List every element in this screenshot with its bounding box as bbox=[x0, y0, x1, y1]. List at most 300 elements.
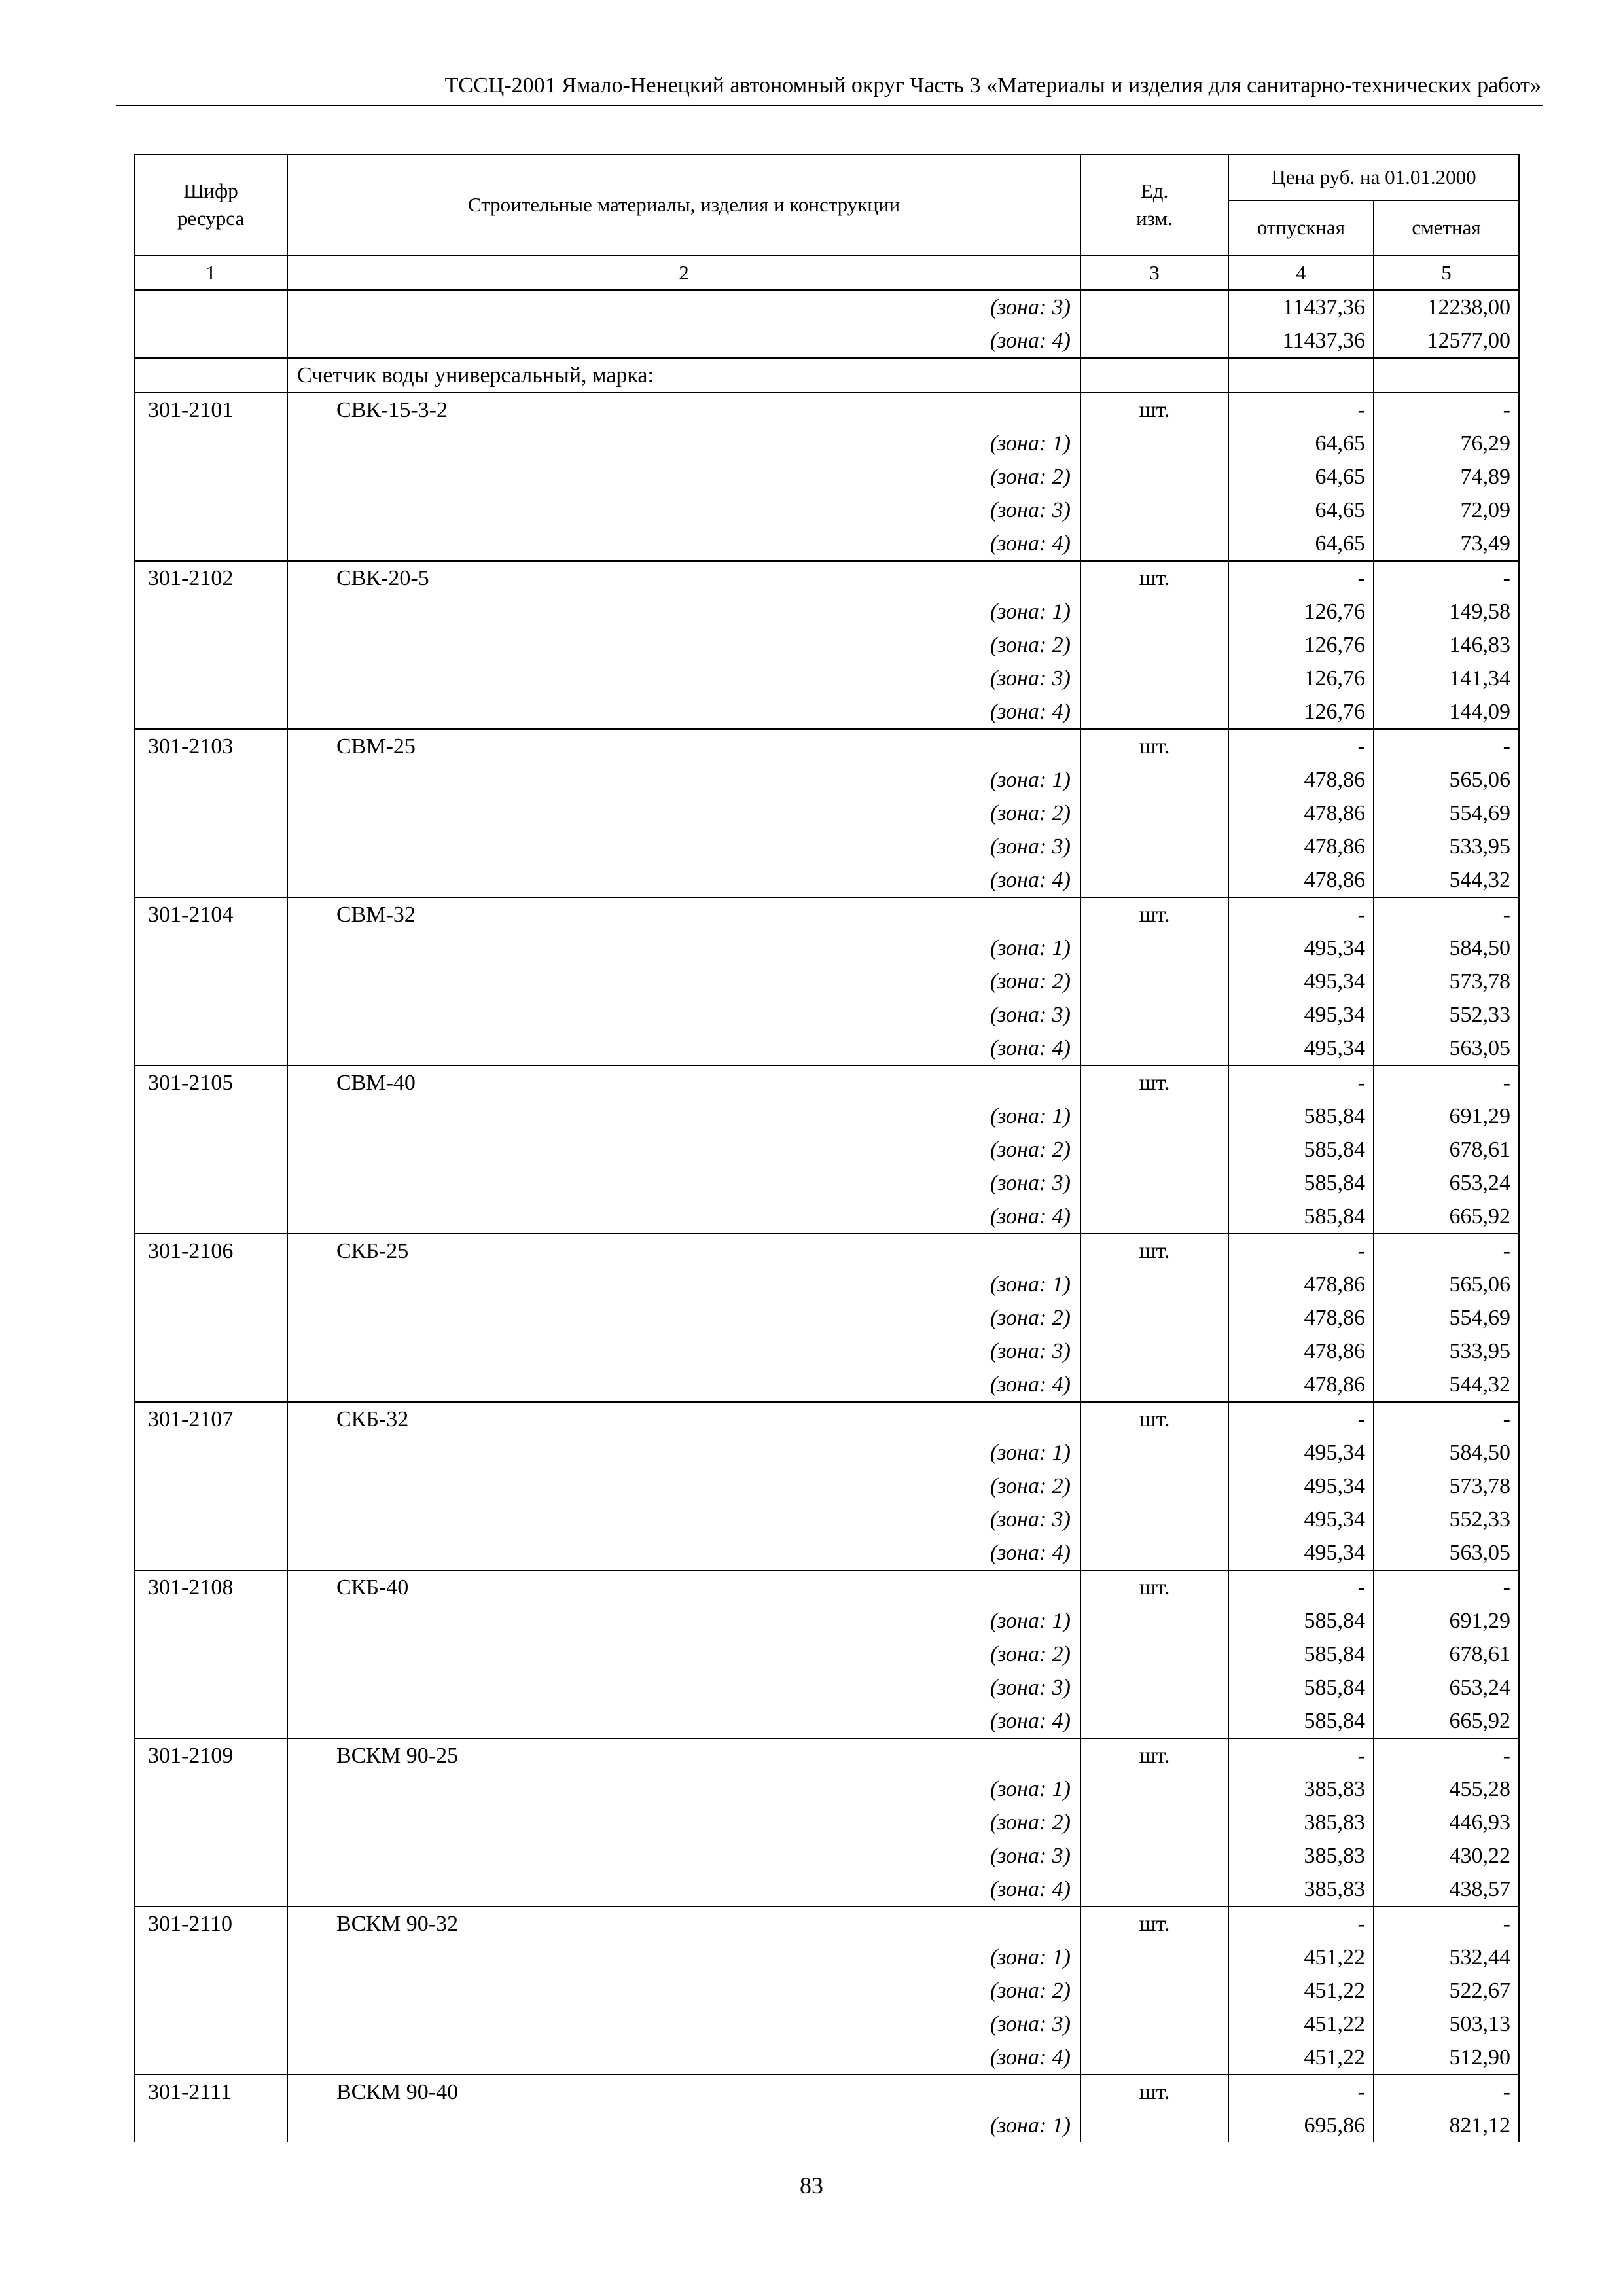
code-cell bbox=[134, 1873, 287, 1907]
table-row bbox=[134, 729, 1519, 763]
unit-cell: шт. bbox=[1080, 897, 1228, 931]
zone-label: (зона: 2) bbox=[287, 628, 1080, 662]
unit-cell bbox=[1080, 1268, 1228, 1301]
unit-cell bbox=[1080, 628, 1228, 662]
resource-code: 301-2109 bbox=[134, 1738, 287, 1772]
table-row bbox=[134, 1503, 1519, 1536]
estimate-price: 72,09 bbox=[1374, 493, 1519, 527]
release-price: 495,34 bbox=[1228, 1469, 1374, 1503]
table-row bbox=[134, 931, 1519, 965]
release-price: 585,84 bbox=[1228, 1704, 1374, 1738]
unit-cell bbox=[1080, 1671, 1228, 1704]
unit-cell bbox=[1080, 695, 1228, 729]
unit-cell bbox=[1080, 830, 1228, 863]
code-cell bbox=[134, 1604, 287, 1638]
estimate-price: 76,29 bbox=[1374, 427, 1519, 460]
estimate-price: 563,05 bbox=[1374, 1031, 1519, 1066]
unit-cell bbox=[1080, 1873, 1228, 1907]
table-row bbox=[134, 1570, 1519, 1604]
release-price: 451,22 bbox=[1228, 2041, 1374, 2075]
code-cell bbox=[134, 1671, 287, 1704]
release-price: 478,86 bbox=[1228, 1335, 1374, 1368]
code-cell bbox=[134, 1772, 287, 1806]
unit-cell bbox=[1080, 1100, 1228, 1133]
unit-cell bbox=[1080, 1335, 1228, 1368]
zone-label: (зона: 3) bbox=[287, 1503, 1080, 1536]
unit-cell bbox=[1080, 1436, 1228, 1469]
unit-cell bbox=[1080, 1806, 1228, 1839]
release-price: 495,34 bbox=[1228, 1503, 1374, 1536]
release-price: 585,84 bbox=[1228, 1604, 1374, 1638]
unit-cell bbox=[1080, 358, 1228, 393]
estimate-price: 678,61 bbox=[1374, 1638, 1519, 1671]
zone-label: (зона: 1) bbox=[287, 2109, 1080, 2142]
code-cell bbox=[134, 763, 287, 797]
code-cell bbox=[134, 1503, 287, 1536]
unit-cell bbox=[1080, 493, 1228, 527]
resource-code: 301-2104 bbox=[134, 897, 287, 931]
table-row bbox=[134, 1974, 1519, 2007]
table-row bbox=[134, 1469, 1519, 1503]
release-price: - bbox=[1228, 561, 1374, 595]
zone-label: (зона: 4) bbox=[287, 1200, 1080, 1234]
price-table bbox=[134, 154, 1520, 2142]
estimate-price: 446,93 bbox=[1374, 1806, 1519, 1839]
table-row bbox=[134, 628, 1519, 662]
code-cell bbox=[134, 965, 287, 998]
zone-label: (зона: 3) bbox=[287, 2007, 1080, 2041]
unit-cell bbox=[1080, 527, 1228, 561]
release-price: 385,83 bbox=[1228, 1839, 1374, 1873]
estimate-price: 12577,00 bbox=[1374, 324, 1519, 358]
col-header-code: Шифр ресурса bbox=[134, 154, 287, 255]
col-header-price: Цена руб. на 01.01.2000 bbox=[1228, 154, 1519, 200]
unit-cell bbox=[1080, 863, 1228, 897]
table-row bbox=[134, 1100, 1519, 1133]
zone-label: (зона: 2) bbox=[287, 1638, 1080, 1671]
table-row bbox=[134, 290, 1519, 324]
col-header-release: отпускная bbox=[1228, 200, 1374, 255]
zone-label: (зона: 4) bbox=[287, 1704, 1080, 1738]
estimate-price: - bbox=[1374, 897, 1519, 931]
zone-label: (зона: 2) bbox=[287, 1974, 1080, 2007]
release-price: 451,22 bbox=[1228, 1974, 1374, 2007]
zone-label: (зона: 1) bbox=[287, 1604, 1080, 1638]
table-row bbox=[134, 427, 1519, 460]
table-row bbox=[134, 830, 1519, 863]
code-cell bbox=[134, 1268, 287, 1301]
unit-cell bbox=[1080, 662, 1228, 695]
code-cell bbox=[134, 2007, 287, 2041]
code-cell bbox=[134, 1166, 287, 1200]
estimate-price: 563,05 bbox=[1374, 1536, 1519, 1570]
item-name: ВСКМ 90-40 bbox=[287, 2075, 1080, 2109]
code-cell bbox=[134, 1100, 287, 1133]
col-number: 1 bbox=[134, 255, 287, 290]
unit-cell: шт. bbox=[1080, 1570, 1228, 1604]
estimate-price: - bbox=[1374, 1066, 1519, 1100]
estimate-price: 12238,00 bbox=[1374, 290, 1519, 324]
code-cell bbox=[134, 358, 287, 393]
release-price: 585,84 bbox=[1228, 1200, 1374, 1234]
code-cell bbox=[134, 1031, 287, 1066]
table-row bbox=[134, 1268, 1519, 1301]
release-price: 385,83 bbox=[1228, 1772, 1374, 1806]
zone-label: (зона: 2) bbox=[287, 797, 1080, 830]
table-row bbox=[134, 662, 1519, 695]
release-price: 64,65 bbox=[1228, 460, 1374, 493]
code-cell bbox=[134, 830, 287, 863]
unit-cell bbox=[1080, 998, 1228, 1031]
zone-label: (зона: 2) bbox=[287, 1301, 1080, 1335]
unit-cell bbox=[1080, 595, 1228, 628]
code-cell bbox=[134, 662, 287, 695]
table-row bbox=[134, 1436, 1519, 1469]
unit-cell bbox=[1080, 797, 1228, 830]
table-row bbox=[134, 393, 1519, 427]
release-price: 495,34 bbox=[1228, 998, 1374, 1031]
release-price: 126,76 bbox=[1228, 695, 1374, 729]
estimate-price: 533,95 bbox=[1374, 1335, 1519, 1368]
table-row bbox=[134, 1738, 1519, 1772]
unit-cell bbox=[1080, 1166, 1228, 1200]
table-row bbox=[134, 1772, 1519, 1806]
zone-label: (зона: 4) bbox=[287, 1536, 1080, 1570]
table-row bbox=[134, 998, 1519, 1031]
estimate-price: - bbox=[1374, 1402, 1519, 1436]
unit-cell bbox=[1080, 1200, 1228, 1234]
table-row bbox=[134, 1907, 1519, 1941]
table-row bbox=[134, 324, 1519, 358]
zone-label: (зона: 2) bbox=[287, 1469, 1080, 1503]
unit-cell bbox=[1080, 1133, 1228, 1166]
estimate-price: - bbox=[1374, 1570, 1519, 1604]
code-cell bbox=[134, 527, 287, 561]
estimate-price: 438,57 bbox=[1374, 1873, 1519, 1907]
release-price: - bbox=[1228, 1570, 1374, 1604]
document-header-title: ТССЦ-2001 Ямало-Ненецкий автономный округ Часть 3 «Материалы и изделия для санитарно-технических работ» bbox=[444, 73, 1541, 98]
release-price: 64,65 bbox=[1228, 493, 1374, 527]
code-cell bbox=[134, 1368, 287, 1402]
release-price: - bbox=[1228, 1738, 1374, 1772]
col-header-name: Строительные материалы, изделия и конструкции bbox=[287, 154, 1080, 255]
release-price: 478,86 bbox=[1228, 863, 1374, 897]
code-cell bbox=[134, 695, 287, 729]
table-row bbox=[134, 1066, 1519, 1100]
item-name: СВМ-40 bbox=[287, 1066, 1080, 1100]
table-row bbox=[134, 493, 1519, 527]
table-row bbox=[134, 1704, 1519, 1738]
group-title: Счетчик воды универсальный, марка: bbox=[287, 358, 1080, 393]
zone-label: (зона: 3) bbox=[287, 1839, 1080, 1873]
zone-label: (зона: 1) bbox=[287, 595, 1080, 628]
code-cell bbox=[134, 1301, 287, 1335]
unit-cell bbox=[1080, 1469, 1228, 1503]
estimate-price: 149,58 bbox=[1374, 595, 1519, 628]
estimate-price: 74,89 bbox=[1374, 460, 1519, 493]
unit-cell: шт. bbox=[1080, 1066, 1228, 1100]
release-price: 451,22 bbox=[1228, 2007, 1374, 2041]
release-price: 385,83 bbox=[1228, 1873, 1374, 1907]
code-cell bbox=[134, 1436, 287, 1469]
table-row bbox=[134, 1604, 1519, 1638]
release-price: - bbox=[1228, 1234, 1374, 1268]
page-number: 83 bbox=[800, 2172, 823, 2198]
release-price: - bbox=[1228, 1066, 1374, 1100]
code-cell bbox=[134, 324, 287, 358]
table-row bbox=[134, 863, 1519, 897]
code-cell bbox=[134, 931, 287, 965]
estimate-price: 141,34 bbox=[1374, 662, 1519, 695]
unit-cell: шт. bbox=[1080, 2075, 1228, 2109]
resource-code: 301-2106 bbox=[134, 1234, 287, 1268]
estimate-price: - bbox=[1374, 2075, 1519, 2109]
unit-cell bbox=[1080, 931, 1228, 965]
estimate-price: 584,50 bbox=[1374, 931, 1519, 965]
estimate-price: - bbox=[1374, 1234, 1519, 1268]
release-price: 695,86 bbox=[1228, 2109, 1374, 2142]
resource-code: 301-2110 bbox=[134, 1907, 287, 1941]
zone-label: (зона: 2) bbox=[287, 1806, 1080, 1839]
unit-cell: шт. bbox=[1080, 393, 1228, 427]
zone-label: (зона: 4) bbox=[287, 1368, 1080, 1402]
code-cell bbox=[134, 797, 287, 830]
item-name: ВСКМ 90-25 bbox=[287, 1738, 1080, 1772]
table-row bbox=[134, 2109, 1519, 2142]
table-row bbox=[134, 561, 1519, 595]
zone-label: (зона: 1) bbox=[287, 931, 1080, 965]
release-price: 585,84 bbox=[1228, 1671, 1374, 1704]
zone-label: (зона: 1) bbox=[287, 1100, 1080, 1133]
zone-label: (зона: 4) bbox=[287, 324, 1080, 358]
estimate-price: 544,32 bbox=[1374, 863, 1519, 897]
release-price: 11437,36 bbox=[1228, 324, 1374, 358]
resource-code: 301-2102 bbox=[134, 561, 287, 595]
unit-cell: шт. bbox=[1080, 1402, 1228, 1436]
unit-cell: шт. bbox=[1080, 1234, 1228, 1268]
table-row bbox=[134, 1301, 1519, 1335]
resource-code: 301-2111 bbox=[134, 2075, 287, 2109]
code-cell bbox=[134, 1941, 287, 1974]
estimate-price: 691,29 bbox=[1374, 1100, 1519, 1133]
release-price: 495,34 bbox=[1228, 1436, 1374, 1469]
resource-code: 301-2101 bbox=[134, 393, 287, 427]
estimate-price: 73,49 bbox=[1374, 527, 1519, 561]
code-cell bbox=[134, 427, 287, 460]
code-cell bbox=[134, 1469, 287, 1503]
resource-code: 301-2107 bbox=[134, 1402, 287, 1436]
zone-label: (зона: 1) bbox=[287, 427, 1080, 460]
unit-cell: шт. bbox=[1080, 1738, 1228, 1772]
zone-label: (зона: 4) bbox=[287, 1873, 1080, 1907]
code-cell bbox=[134, 863, 287, 897]
release-price: 451,22 bbox=[1228, 1941, 1374, 1974]
table-row bbox=[134, 1335, 1519, 1368]
col-header-unit: Ед. изм. bbox=[1080, 154, 1228, 255]
estimate-price: 533,95 bbox=[1374, 830, 1519, 863]
zone-label: (зона: 4) bbox=[287, 863, 1080, 897]
unit-cell bbox=[1080, 324, 1228, 358]
release-price: 585,84 bbox=[1228, 1638, 1374, 1671]
estimate-price bbox=[1374, 358, 1519, 393]
unit-cell bbox=[1080, 1536, 1228, 1570]
table-row bbox=[134, 358, 1519, 393]
zone-label: (зона: 3) bbox=[287, 1166, 1080, 1200]
estimate-price: 430,22 bbox=[1374, 1839, 1519, 1873]
release-price: 64,65 bbox=[1228, 527, 1374, 561]
table-row bbox=[134, 1839, 1519, 1873]
release-price: 478,86 bbox=[1228, 1301, 1374, 1335]
release-price: 11437,36 bbox=[1228, 290, 1374, 324]
release-price: 64,65 bbox=[1228, 427, 1374, 460]
table-row bbox=[134, 797, 1519, 830]
table-row bbox=[134, 1536, 1519, 1570]
estimate-price: - bbox=[1374, 1738, 1519, 1772]
item-name: СВК-20-5 bbox=[287, 561, 1080, 595]
code-cell bbox=[134, 595, 287, 628]
zone-label: (зона: 3) bbox=[287, 998, 1080, 1031]
code-cell bbox=[134, 290, 287, 324]
estimate-price: 565,06 bbox=[1374, 763, 1519, 797]
estimate-price: 653,24 bbox=[1374, 1671, 1519, 1704]
estimate-price: 691,29 bbox=[1374, 1604, 1519, 1638]
table-row bbox=[134, 1368, 1519, 1402]
code-cell bbox=[134, 1335, 287, 1368]
zone-label: (зона: 3) bbox=[287, 290, 1080, 324]
unit-cell bbox=[1080, 290, 1228, 324]
zone-label: (зона: 3) bbox=[287, 1335, 1080, 1368]
code-cell bbox=[134, 1704, 287, 1738]
table-row bbox=[134, 695, 1519, 729]
estimate-price: 554,69 bbox=[1374, 1301, 1519, 1335]
table-row bbox=[134, 1402, 1519, 1436]
estimate-price: 573,78 bbox=[1374, 965, 1519, 998]
table-row bbox=[134, 1031, 1519, 1066]
code-cell bbox=[134, 1839, 287, 1873]
table-row bbox=[134, 1166, 1519, 1200]
estimate-price: 665,92 bbox=[1374, 1704, 1519, 1738]
col-number: 2 bbox=[287, 255, 1080, 290]
estimate-price: - bbox=[1374, 729, 1519, 763]
estimate-price: - bbox=[1374, 393, 1519, 427]
unit-cell bbox=[1080, 1772, 1228, 1806]
unit-cell bbox=[1080, 427, 1228, 460]
unit-cell bbox=[1080, 763, 1228, 797]
col-number: 3 bbox=[1080, 255, 1228, 290]
unit-cell bbox=[1080, 1638, 1228, 1671]
table-row bbox=[134, 1941, 1519, 1974]
table-row bbox=[134, 897, 1519, 931]
item-name: СКБ-25 bbox=[287, 1234, 1080, 1268]
release-price: - bbox=[1228, 2075, 1374, 2109]
zone-label: (зона: 3) bbox=[287, 1671, 1080, 1704]
resource-code: 301-2105 bbox=[134, 1066, 287, 1100]
table-row bbox=[134, 1806, 1519, 1839]
release-price: - bbox=[1228, 729, 1374, 763]
release-price: 478,86 bbox=[1228, 1368, 1374, 1402]
code-cell bbox=[134, 460, 287, 493]
zone-label: (зона: 4) bbox=[287, 527, 1080, 561]
estimate-price: 522,67 bbox=[1374, 1974, 1519, 2007]
zone-label: (зона: 2) bbox=[287, 1133, 1080, 1166]
unit-cell bbox=[1080, 965, 1228, 998]
zone-label: (зона: 1) bbox=[287, 1268, 1080, 1301]
resource-code: 301-2103 bbox=[134, 729, 287, 763]
col-number: 4 bbox=[1228, 255, 1374, 290]
code-cell bbox=[134, 628, 287, 662]
release-price: 385,83 bbox=[1228, 1806, 1374, 1839]
estimate-price: 552,33 bbox=[1374, 1503, 1519, 1536]
estimate-price: 552,33 bbox=[1374, 998, 1519, 1031]
table-row bbox=[134, 527, 1519, 561]
unit-cell: шт. bbox=[1080, 729, 1228, 763]
release-price: 126,76 bbox=[1228, 662, 1374, 695]
unit-cell bbox=[1080, 1301, 1228, 1335]
estimate-price: 532,44 bbox=[1374, 1941, 1519, 1974]
release-price: 495,34 bbox=[1228, 1536, 1374, 1570]
code-cell bbox=[134, 1974, 287, 2007]
unit-cell bbox=[1080, 2109, 1228, 2142]
table-row bbox=[134, 2041, 1519, 2075]
unit-cell bbox=[1080, 1604, 1228, 1638]
zone-label: (зона: 2) bbox=[287, 965, 1080, 998]
code-cell bbox=[134, 1536, 287, 1570]
estimate-price: 544,32 bbox=[1374, 1368, 1519, 1402]
unit-cell bbox=[1080, 1031, 1228, 1066]
code-cell bbox=[134, 2041, 287, 2075]
table-row bbox=[134, 1133, 1519, 1166]
table-row bbox=[134, 1638, 1519, 1671]
release-price: - bbox=[1228, 393, 1374, 427]
estimate-price: 554,69 bbox=[1374, 797, 1519, 830]
code-cell bbox=[134, 493, 287, 527]
estimate-price: 573,78 bbox=[1374, 1469, 1519, 1503]
code-cell bbox=[134, 2109, 287, 2142]
release-price: 478,86 bbox=[1228, 797, 1374, 830]
zone-label: (зона: 2) bbox=[287, 460, 1080, 493]
code-cell bbox=[134, 1806, 287, 1839]
table-row bbox=[134, 595, 1519, 628]
zone-label: (зона: 1) bbox=[287, 1436, 1080, 1469]
release-price: - bbox=[1228, 1907, 1374, 1941]
code-cell bbox=[134, 1133, 287, 1166]
release-price: - bbox=[1228, 1402, 1374, 1436]
table-row bbox=[134, 1234, 1519, 1268]
col-header-estimate: сметная bbox=[1374, 200, 1519, 255]
item-name: СВМ-25 bbox=[287, 729, 1080, 763]
zone-label: (зона: 3) bbox=[287, 662, 1080, 695]
release-price: - bbox=[1228, 897, 1374, 931]
release-price: 585,84 bbox=[1228, 1100, 1374, 1133]
estimate-price: 144,09 bbox=[1374, 695, 1519, 729]
unit-cell bbox=[1080, 1941, 1228, 1974]
release-price: 585,84 bbox=[1228, 1166, 1374, 1200]
unit-cell bbox=[1080, 1974, 1228, 2007]
col-number: 5 bbox=[1374, 255, 1519, 290]
header-divider bbox=[116, 105, 1543, 106]
release-price: 495,34 bbox=[1228, 965, 1374, 998]
code-cell bbox=[134, 1638, 287, 1671]
estimate-price: - bbox=[1374, 1907, 1519, 1941]
release-price: 126,76 bbox=[1228, 628, 1374, 662]
release-price: 585,84 bbox=[1228, 1133, 1374, 1166]
unit-cell: шт. bbox=[1080, 1907, 1228, 1941]
unit-cell bbox=[1080, 2007, 1228, 2041]
zone-label: (зона: 3) bbox=[287, 493, 1080, 527]
table-row bbox=[134, 1671, 1519, 1704]
table-row bbox=[134, 965, 1519, 998]
table-body bbox=[134, 290, 1519, 2142]
